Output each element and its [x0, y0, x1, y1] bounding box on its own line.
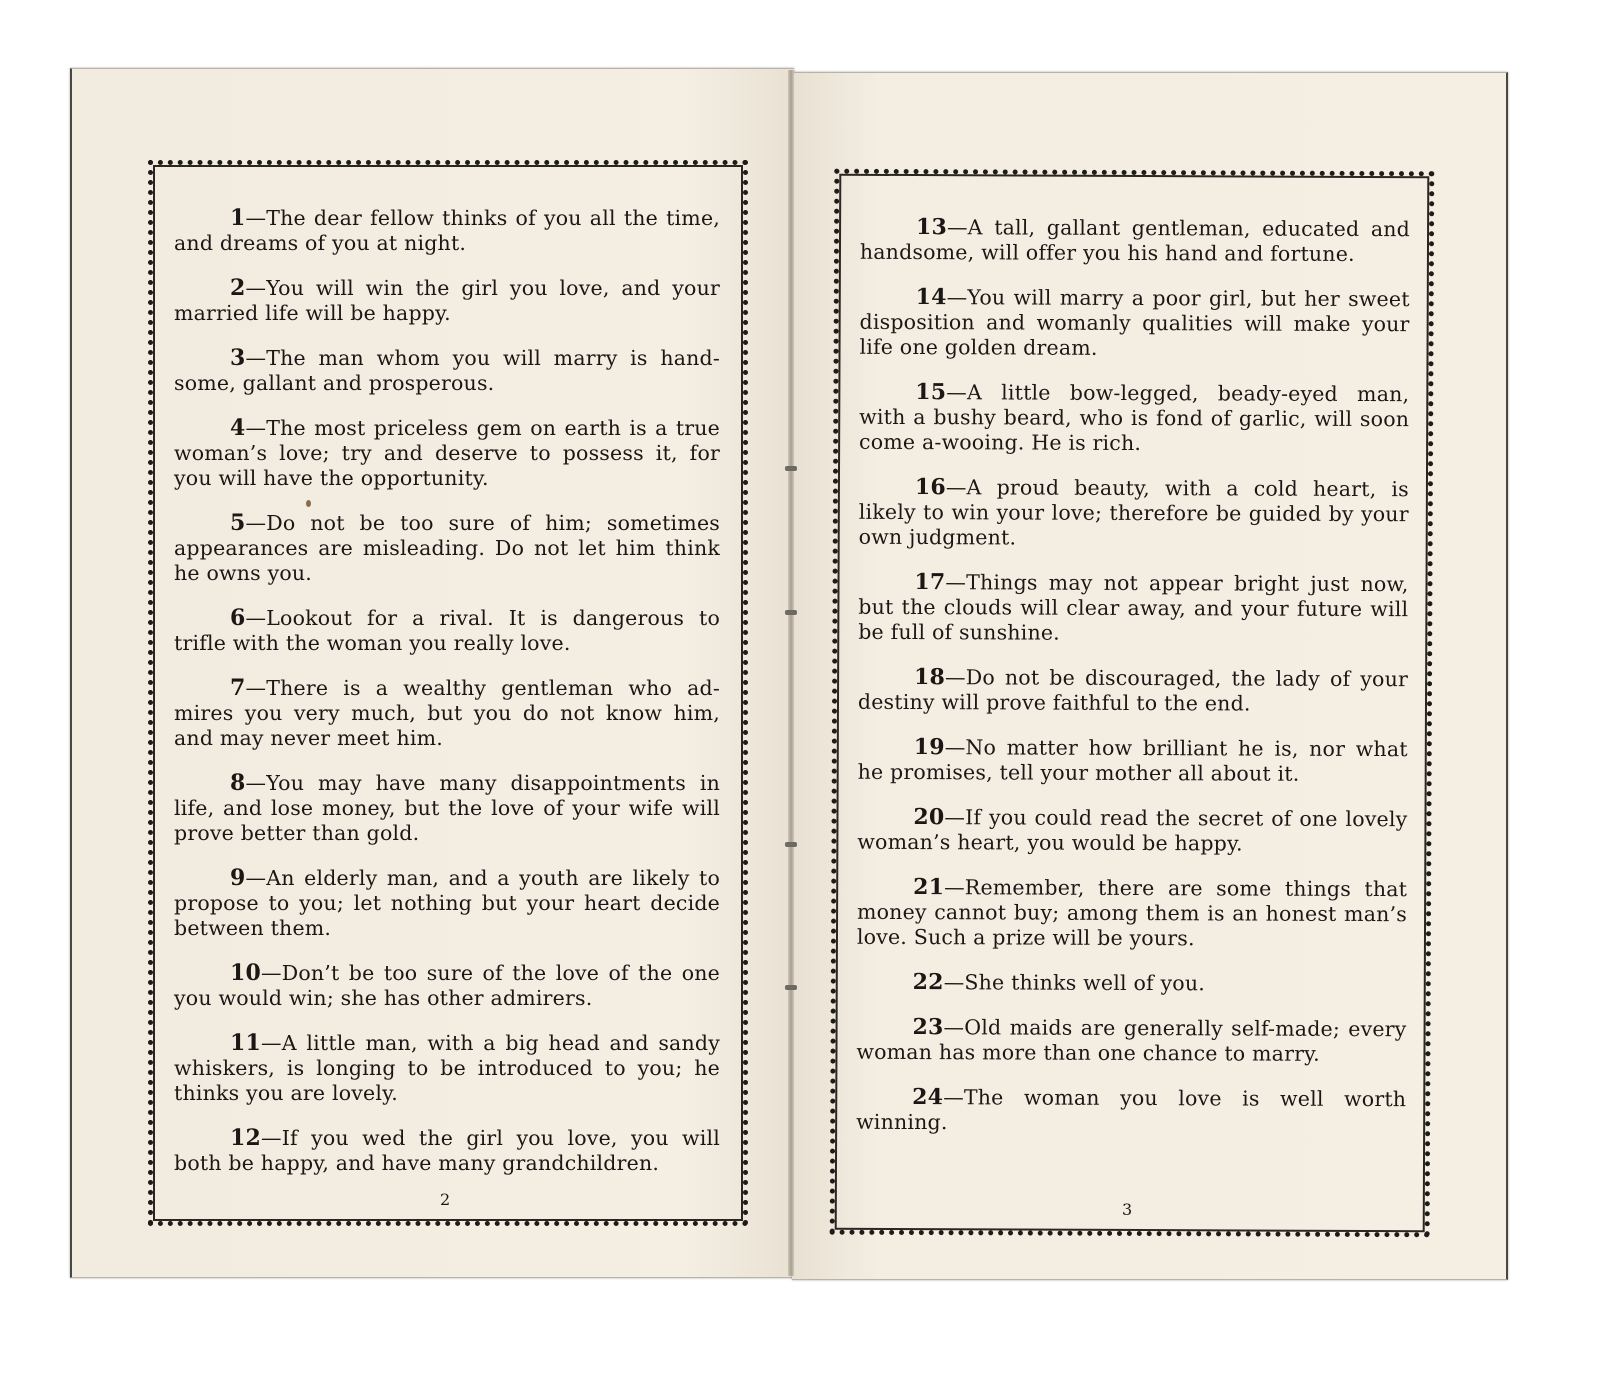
- fortune-item: [856, 1015, 1406, 1067]
- right-fortune-list: [856, 215, 1410, 1157]
- fortune-item: [174, 276, 720, 326]
- fortune-number: 6: [230, 605, 246, 631]
- fortune-text: —Remember, there are some things that money cannot buy; among them is an honest man’s love. Such a prize will be yours.: [856, 875, 1408, 951]
- fortune-item: [174, 1031, 720, 1106]
- staple-mark: [785, 842, 797, 847]
- fortune-item: [858, 665, 1408, 717]
- fortune-text: —The man whom you will marry is hand-some, gallant and prosperous.: [174, 346, 720, 395]
- fortune-number: 18: [913, 664, 946, 691]
- fortune-item: [857, 805, 1407, 857]
- fortune-text: —The woman you love is well worth winning.: [856, 1085, 1407, 1135]
- fortune-item: [174, 1126, 720, 1176]
- fortune-text: —You may have many disappointments in life, and lose money, but the love of your wife will prove better than gold.: [174, 771, 720, 845]
- fortune-item: [858, 735, 1408, 787]
- fortune-text: —Don’t be too sure of the love of the one you would win; she has other admirers.: [174, 961, 720, 1010]
- fortune-text: —Old maids are generally self-made; every woman has more than one chance to marry.: [856, 1015, 1407, 1066]
- fortune-item: [857, 875, 1407, 952]
- fortune-text: —You will marry a poor girl, but her sweet disposition and womanly qualities will make your life one golden dream.: [859, 285, 1410, 360]
- fortune-text: —A little man, with a big head and sandy whiskers, is longing to be introduced to you; he thinks you are lovely.: [174, 1031, 720, 1105]
- fortune-item: [857, 970, 1407, 997]
- fortune-text: —An elderly man, and a youth are likely to propose to you; let nothing but your heart decide between them.: [174, 866, 720, 940]
- fortune-text: —A tall, gallant gentleman, educated and handsome, will offer you his hand and fortune.: [859, 215, 1411, 266]
- fortune-item: [174, 866, 720, 941]
- fortune-item: [858, 570, 1408, 647]
- fortune-item: [859, 285, 1409, 362]
- fortune-number: 21: [913, 874, 945, 901]
- fortune-number: 23: [912, 1014, 944, 1041]
- staple-mark: [785, 466, 797, 471]
- fortune-text: —If you wed the girl you love, you will both be happy, and have many grandchildren.: [174, 1126, 720, 1175]
- fortune-number: 13: [915, 214, 948, 241]
- fortune-item: [174, 206, 720, 256]
- left-fortune-list: [174, 206, 720, 1196]
- fortune-number: 15: [915, 379, 947, 406]
- fortune-item: [859, 475, 1409, 552]
- fortune-item: [174, 416, 720, 491]
- fortune-number: 20: [913, 804, 945, 831]
- fortune-text: —Things may not appear bright just now, but the clouds will clear away, and your future will be full of sunshine.: [858, 570, 1409, 645]
- fortune-item: [174, 346, 720, 396]
- fortune-number: 11: [230, 1030, 262, 1056]
- fortune-item: [174, 606, 720, 656]
- fortune-text: —The most priceless gem on earth is a true woman’s love; try and deserve to possess it, for you will have the opportunity.: [174, 416, 720, 490]
- fortune-number: 14: [915, 284, 947, 311]
- fortune-text: —A little bow-legged, beady-eyed man, with a bushy beard, who is fond of garlic, will soon come a-wooing. He is rich.: [859, 380, 1410, 456]
- fortune-number: 9: [230, 865, 246, 891]
- fortune-item: [856, 1085, 1406, 1137]
- page-number: 2: [440, 1190, 451, 1209]
- staple-mark: [785, 610, 797, 615]
- fortune-number: 5: [230, 510, 246, 536]
- fortune-text: —There is a wealthy gentleman who ad-mires you very much, but you do not know him, and may never meet him.: [174, 676, 720, 750]
- fortune-text: —The dear fellow thinks of you all the time, and dreams of you at night.: [174, 206, 720, 255]
- fortune-item: [174, 511, 720, 586]
- fortune-number: 16: [914, 474, 946, 501]
- fortune-item: [860, 215, 1410, 267]
- fortune-number: 3: [230, 345, 246, 371]
- fortune-text: —She thinks well of you.: [943, 970, 1206, 996]
- fortune-number: 10: [230, 960, 262, 986]
- fortune-item: [174, 676, 720, 751]
- page-number: 3: [1122, 1200, 1133, 1219]
- fortune-text: —You will win the girl you love, and your married life will be happy.: [174, 276, 720, 325]
- fortune-number: 7: [230, 675, 246, 701]
- fortune-number: 1: [230, 205, 246, 231]
- fortune-item: [859, 380, 1409, 457]
- fortune-item: [174, 961, 720, 1011]
- fortune-text: —Lookout for a rival. It is dangerous to trifle with the woman you really love.: [174, 606, 720, 655]
- fortune-number: 12: [230, 1125, 262, 1151]
- spine-gutter: [788, 70, 794, 1276]
- fortune-text: —Do not be too sure of him; sometimes appearances are misleading. Do not let him think he owns you.: [174, 511, 720, 585]
- fortune-number: 19: [913, 734, 945, 761]
- fortune-text: —A proud beauty, with a cold heart, is likely to win your love; therefore be guided by your own judgment.: [858, 475, 1409, 550]
- fortune-number: 24: [912, 1084, 944, 1111]
- fortune-text: —No matter how brilliant he is, nor what he promises, tell your mother all about it.: [857, 735, 1408, 786]
- fortune-number: 17: [914, 569, 946, 596]
- fortune-number: 4: [230, 415, 246, 441]
- fortune-number: 22: [912, 969, 944, 996]
- staple-mark: [785, 985, 797, 990]
- fortune-number: 2: [230, 275, 246, 301]
- fortune-item: [174, 771, 720, 846]
- fortune-text: —If you could read the secret of one lovely woman’s heart, you would be happy.: [857, 805, 1408, 856]
- fortune-number: 8: [230, 770, 246, 796]
- fortune-text: —Do not be discouraged, the lady of your destiny will prove faithful to the end.: [857, 665, 1409, 716]
